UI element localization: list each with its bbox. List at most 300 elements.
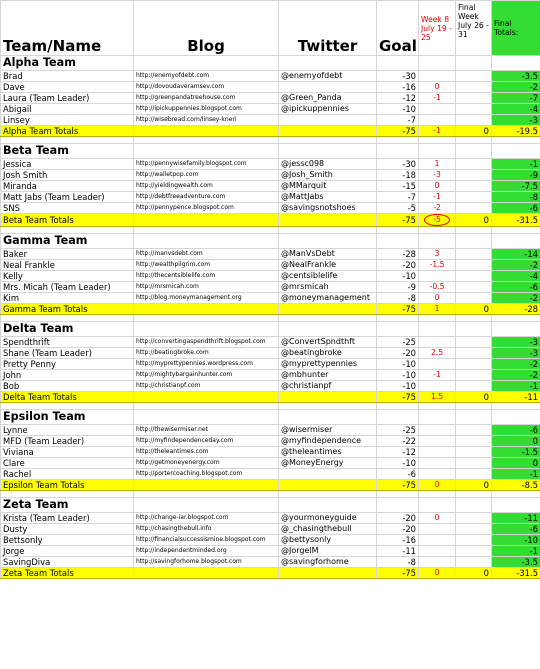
member-name: Shane (Team Leader) bbox=[1, 348, 134, 359]
team-totals-final-week: 0 bbox=[456, 392, 492, 403]
spacer-cell bbox=[492, 403, 540, 410]
spacer-cell bbox=[419, 315, 456, 322]
member-final-total: -2 bbox=[492, 359, 540, 370]
member-goal: -11 bbox=[377, 546, 419, 557]
member-week8: -1 bbox=[419, 370, 456, 381]
member-final-week bbox=[456, 557, 492, 568]
member-twitter: @NealFrankle bbox=[279, 260, 377, 271]
member-final-week bbox=[456, 249, 492, 260]
member-blog-link[interactable]: http://independentminded.org bbox=[134, 546, 279, 557]
member-name: MFD (Team Leader) bbox=[1, 436, 134, 447]
member-twitter: @JorgelM bbox=[279, 546, 377, 557]
member-final-week bbox=[456, 260, 492, 271]
team-totals-label: Alpha Team Totals bbox=[1, 126, 134, 137]
member-name: Jessica bbox=[1, 159, 134, 170]
member-row bbox=[1, 469, 540, 480]
member-blog-link[interactable]: http://portercoaching.blogspot.com bbox=[134, 469, 279, 480]
member-twitter: @mbhunter bbox=[279, 370, 377, 381]
team-totals-week8: 1 bbox=[419, 304, 456, 315]
member-row bbox=[1, 159, 540, 170]
member-week8 bbox=[419, 359, 456, 370]
team-totals-final-total: -31.5 bbox=[492, 568, 540, 579]
team-heading-blank bbox=[456, 144, 492, 159]
member-name: Josh Smith bbox=[1, 170, 134, 181]
spacer-cell bbox=[377, 491, 419, 498]
team-heading-blank bbox=[456, 234, 492, 249]
team-name: Gamma Team bbox=[1, 234, 134, 249]
member-row bbox=[1, 192, 540, 203]
member-name: Dave bbox=[1, 82, 134, 93]
member-blog-link[interactable]: http://yieldingwealth.com bbox=[134, 181, 279, 192]
member-twitter: @centsiblelife bbox=[279, 271, 377, 282]
member-goal: -20 bbox=[377, 348, 419, 359]
member-final-week bbox=[456, 159, 492, 170]
member-row bbox=[1, 82, 540, 93]
team-name: Epsilon Team bbox=[1, 410, 134, 425]
member-row bbox=[1, 337, 540, 348]
member-final-week bbox=[456, 337, 492, 348]
member-row bbox=[1, 71, 540, 82]
member-final-week bbox=[456, 447, 492, 458]
member-name: SavingDiva bbox=[1, 557, 134, 568]
team-name: Zeta Team bbox=[1, 498, 134, 513]
spacer-cell bbox=[134, 403, 279, 410]
team-totals-row bbox=[1, 568, 540, 579]
member-twitter bbox=[279, 82, 377, 93]
team-totals-goal: -75 bbox=[377, 214, 419, 227]
team-totals-goal: -75 bbox=[377, 568, 419, 579]
member-blog-link[interactable]: http://myfindependenceday.com bbox=[134, 436, 279, 447]
team-totals-final-total: -31.5 bbox=[492, 214, 540, 227]
member-twitter: @wisermiser bbox=[279, 425, 377, 436]
member-blog-link[interactable]: http://dovoudaveramsev.com bbox=[134, 82, 279, 93]
team-totals-row bbox=[1, 392, 540, 403]
member-week8: -1.5 bbox=[419, 260, 456, 271]
member-name: Matt Jabs (Team Leader) bbox=[1, 192, 134, 203]
totals-blank bbox=[279, 304, 377, 315]
member-name: Abigail bbox=[1, 104, 134, 115]
team-heading-blank bbox=[492, 498, 540, 513]
team-totals-goal: -75 bbox=[377, 480, 419, 491]
spacer-cell bbox=[456, 137, 492, 144]
team-heading-blank bbox=[492, 410, 540, 425]
member-final-total: -6 bbox=[492, 282, 540, 293]
spacer-cell bbox=[456, 403, 492, 410]
member-final-total: -10 bbox=[492, 535, 540, 546]
spacer-cell bbox=[1, 403, 134, 410]
member-blog-link[interactable]: http://myprettypennies.wordpress.com bbox=[134, 359, 279, 370]
team-totals-final-total: -11 bbox=[492, 392, 540, 403]
header-row bbox=[1, 1, 540, 56]
header-final-totals: Final Totals: bbox=[492, 1, 540, 56]
member-row bbox=[1, 203, 540, 214]
totals-blank bbox=[134, 568, 279, 579]
member-final-week bbox=[456, 359, 492, 370]
team-heading-blank bbox=[492, 234, 540, 249]
member-final-total: -11 bbox=[492, 513, 540, 524]
member-blog-link[interactable]: http://debtfreeadventure.com bbox=[134, 192, 279, 203]
member-twitter: @yourmoneyguide bbox=[279, 513, 377, 524]
member-final-total: -1 bbox=[492, 469, 540, 480]
member-final-total: -4 bbox=[492, 104, 540, 115]
member-goal: -12 bbox=[377, 447, 419, 458]
totals-blank bbox=[134, 126, 279, 137]
member-blog-link[interactable]: http://wealthpilgrim.com bbox=[134, 260, 279, 271]
member-blog-link[interactable]: http://pennywisefamily.blogspot.com bbox=[134, 159, 279, 170]
member-week8: 0 bbox=[419, 181, 456, 192]
member-name: Bettsonly bbox=[1, 535, 134, 546]
member-final-week bbox=[456, 436, 492, 447]
member-final-week bbox=[456, 82, 492, 93]
member-twitter: @jessc098 bbox=[279, 159, 377, 170]
member-final-week bbox=[456, 192, 492, 203]
member-row bbox=[1, 249, 540, 260]
spacer-cell bbox=[1, 137, 134, 144]
member-twitter: @MattJabs bbox=[279, 192, 377, 203]
member-week8 bbox=[419, 546, 456, 557]
totals-blank bbox=[279, 392, 377, 403]
spacer-cell bbox=[1, 491, 134, 498]
member-twitter: @christianpf bbox=[279, 381, 377, 392]
member-blog-link[interactable]: http://thecentsiblelife.com bbox=[134, 271, 279, 282]
member-final-total: -7 bbox=[492, 93, 540, 104]
member-goal: -15 bbox=[377, 181, 419, 192]
member-row bbox=[1, 271, 540, 282]
member-twitter: @enemyofdebt bbox=[279, 71, 377, 82]
member-goal: -20 bbox=[377, 513, 419, 524]
spacer-cell bbox=[279, 227, 377, 234]
member-row bbox=[1, 535, 540, 546]
member-twitter bbox=[279, 469, 377, 480]
team-totals-week8: -1 bbox=[419, 126, 456, 137]
team-heading-blank bbox=[456, 410, 492, 425]
member-twitter: @Josh_Smith bbox=[279, 170, 377, 181]
member-row bbox=[1, 370, 540, 381]
member-final-week bbox=[456, 425, 492, 436]
totals-blank bbox=[279, 480, 377, 491]
member-name: Clare bbox=[1, 458, 134, 469]
member-goal: -10 bbox=[377, 271, 419, 282]
member-name: Linsey bbox=[1, 115, 134, 126]
member-blog-link[interactable]: http://savingforhome.blogspot.com bbox=[134, 557, 279, 568]
member-name: Kim bbox=[1, 293, 134, 304]
member-name: Miranda bbox=[1, 181, 134, 192]
spacer-cell bbox=[377, 403, 419, 410]
team-heading-blank bbox=[134, 56, 279, 71]
team-totals-label: Zeta Team Totals bbox=[1, 568, 134, 579]
member-twitter: @myfindependence bbox=[279, 436, 377, 447]
member-goal: -10 bbox=[377, 359, 419, 370]
team-heading-row bbox=[1, 410, 540, 425]
member-final-total: -8 bbox=[492, 192, 540, 203]
member-blog-link[interactable]: http://convertingaspendthrift.blogspot.com bbox=[134, 337, 279, 348]
member-week8: 0 bbox=[419, 293, 456, 304]
team-totals-label: Delta Team Totals bbox=[1, 392, 134, 403]
spacer-cell bbox=[456, 227, 492, 234]
team-totals-label: Epsilon Team Totals bbox=[1, 480, 134, 491]
member-goal: -30 bbox=[377, 159, 419, 170]
team-heading-blank bbox=[134, 322, 279, 337]
member-blog-link[interactable]: http://greenpandatreehouse.com bbox=[134, 93, 279, 104]
member-week8: -1 bbox=[419, 93, 456, 104]
member-blog-link[interactable]: http://christianpf.com bbox=[134, 381, 279, 392]
member-final-total: -3.5 bbox=[492, 71, 540, 82]
spacer-cell bbox=[419, 137, 456, 144]
spacer-cell bbox=[279, 491, 377, 498]
member-week8 bbox=[419, 337, 456, 348]
member-goal: -7 bbox=[377, 115, 419, 126]
team-heading-blank bbox=[279, 498, 377, 513]
member-name: Rachel bbox=[1, 469, 134, 480]
member-final-total: -3 bbox=[492, 337, 540, 348]
member-row bbox=[1, 170, 540, 181]
member-blog-link[interactable]: http://beatingbroke.com bbox=[134, 348, 279, 359]
spacer-cell bbox=[377, 315, 419, 322]
member-row bbox=[1, 381, 540, 392]
member-goal: -8 bbox=[377, 557, 419, 568]
team-heading-blank bbox=[134, 410, 279, 425]
member-blog-link[interactable]: http://ipickuppennies.blogspot.com bbox=[134, 104, 279, 115]
member-blog-link[interactable]: http://mrsmicah.com bbox=[134, 282, 279, 293]
highlight-circle: -5 bbox=[424, 214, 450, 226]
member-blog-link[interactable]: http://mightybargainhunter.com bbox=[134, 370, 279, 381]
team-heading-blank bbox=[419, 498, 456, 513]
member-final-total: -9 bbox=[492, 170, 540, 181]
member-name: Dusty bbox=[1, 524, 134, 535]
member-week8 bbox=[419, 381, 456, 392]
member-final-week bbox=[456, 104, 492, 115]
team-heading-blank bbox=[377, 234, 419, 249]
team-name: Beta Team bbox=[1, 144, 134, 159]
member-blog-link[interactable]: http://getmoneyenergy.com bbox=[134, 458, 279, 469]
totals-blank bbox=[279, 126, 377, 137]
team-heading-blank bbox=[377, 410, 419, 425]
team-heading-blank bbox=[377, 498, 419, 513]
member-goal: -10 bbox=[377, 458, 419, 469]
member-final-total: -2 bbox=[492, 293, 540, 304]
member-goal: -10 bbox=[377, 104, 419, 115]
member-twitter: @Green_Panda bbox=[279, 93, 377, 104]
team-heading-blank bbox=[279, 234, 377, 249]
member-row bbox=[1, 104, 540, 115]
spacer-row bbox=[1, 315, 540, 322]
team-totals-final-total: -28 bbox=[492, 304, 540, 315]
team-heading-blank bbox=[492, 56, 540, 71]
member-week8 bbox=[419, 271, 456, 282]
member-final-week bbox=[456, 458, 492, 469]
member-twitter: @moneymanagement bbox=[279, 293, 377, 304]
member-final-total: -1 bbox=[492, 546, 540, 557]
spacer-cell bbox=[419, 403, 456, 410]
member-goal: -8 bbox=[377, 293, 419, 304]
team-totals-row bbox=[1, 126, 540, 137]
team-totals-goal: -75 bbox=[377, 304, 419, 315]
spacer-row bbox=[1, 403, 540, 410]
member-row bbox=[1, 293, 540, 304]
spacer-cell bbox=[279, 315, 377, 322]
team-totals-final-week: 0 bbox=[456, 304, 492, 315]
team-heading-blank bbox=[279, 56, 377, 71]
member-final-total: -4 bbox=[492, 271, 540, 282]
member-blog-link[interactable]: http://chasingthebull.info bbox=[134, 524, 279, 535]
member-name: SNS bbox=[1, 203, 134, 214]
team-heading-blank bbox=[279, 410, 377, 425]
member-blog-link[interactable]: http://enemyofdebt.com bbox=[134, 71, 279, 82]
team-heading-blank bbox=[134, 144, 279, 159]
member-name: Viviana bbox=[1, 447, 134, 458]
member-week8 bbox=[419, 425, 456, 436]
team-heading-row bbox=[1, 56, 540, 71]
totals-blank bbox=[134, 304, 279, 315]
member-week8 bbox=[419, 115, 456, 126]
member-row bbox=[1, 513, 540, 524]
member-goal: -25 bbox=[377, 425, 419, 436]
member-row bbox=[1, 348, 540, 359]
member-final-week bbox=[456, 348, 492, 359]
member-name: Jorge bbox=[1, 546, 134, 557]
member-week8: -3 bbox=[419, 170, 456, 181]
spacer-cell bbox=[492, 315, 540, 322]
member-twitter: @ConvertSpndthft bbox=[279, 337, 377, 348]
team-totals-week8: 0 bbox=[419, 480, 456, 491]
member-final-total: -3 bbox=[492, 115, 540, 126]
team-totals-row bbox=[1, 214, 540, 227]
member-twitter: @mrsmicah bbox=[279, 282, 377, 293]
team-totals-row bbox=[1, 304, 540, 315]
member-name: Pretty Penny bbox=[1, 359, 134, 370]
member-row bbox=[1, 436, 540, 447]
team-totals-week8 bbox=[419, 214, 456, 227]
spacer-row bbox=[1, 491, 540, 498]
member-row bbox=[1, 425, 540, 436]
member-blog-link[interactable]: http://theleantimes.com bbox=[134, 447, 279, 458]
member-goal: -9 bbox=[377, 282, 419, 293]
member-name: Neal Frankle bbox=[1, 260, 134, 271]
member-blog-link[interactable]: http://blog.moneymanagement.org bbox=[134, 293, 279, 304]
spacer-cell bbox=[492, 491, 540, 498]
team-heading-row bbox=[1, 322, 540, 337]
member-final-week bbox=[456, 469, 492, 480]
team-heading-blank bbox=[456, 56, 492, 71]
member-goal: -28 bbox=[377, 249, 419, 260]
team-heading-blank bbox=[419, 144, 456, 159]
team-heading-blank bbox=[377, 144, 419, 159]
team-totals-final-total: -19.5 bbox=[492, 126, 540, 137]
member-twitter: @MMarquit bbox=[279, 181, 377, 192]
member-blog-link[interactable]: http://change-iar.blogspot.com bbox=[134, 513, 279, 524]
member-twitter: @ManVsDebt bbox=[279, 249, 377, 260]
member-week8: -2 bbox=[419, 203, 456, 214]
team-totals-week8: 0 bbox=[419, 568, 456, 579]
member-name: Baker bbox=[1, 249, 134, 260]
team-heading-blank bbox=[419, 56, 456, 71]
member-final-week bbox=[456, 170, 492, 181]
header-goal: Goal bbox=[377, 1, 419, 56]
spacer-cell bbox=[134, 137, 279, 144]
team-name: Delta Team bbox=[1, 322, 134, 337]
team-totals-goal: -75 bbox=[377, 392, 419, 403]
spacer-cell bbox=[492, 137, 540, 144]
member-goal: -30 bbox=[377, 71, 419, 82]
totals-blank bbox=[279, 568, 377, 579]
member-final-total: -2 bbox=[492, 260, 540, 271]
member-goal: -18 bbox=[377, 170, 419, 181]
member-name: Krista (Team Leader) bbox=[1, 513, 134, 524]
spacer-cell bbox=[1, 227, 134, 234]
header-blog: Blog bbox=[134, 1, 279, 56]
member-row bbox=[1, 359, 540, 370]
member-name: Kelly bbox=[1, 271, 134, 282]
team-totals-row bbox=[1, 480, 540, 491]
member-blog-link[interactable]: http://wisebread.com/linsey-kneri bbox=[134, 115, 279, 126]
member-goal: -6 bbox=[377, 469, 419, 480]
member-twitter: @bettysonly bbox=[279, 535, 377, 546]
header-final-week: Final Week July 26 - 31 bbox=[456, 1, 492, 56]
member-final-total: -1 bbox=[492, 159, 540, 170]
member-row bbox=[1, 282, 540, 293]
member-row bbox=[1, 181, 540, 192]
team-heading-row bbox=[1, 498, 540, 513]
team-heading-blank bbox=[377, 56, 419, 71]
member-blog-link[interactable]: http://financialsuccessismine.blogspot.com bbox=[134, 535, 279, 546]
member-final-total: -2 bbox=[492, 82, 540, 93]
member-week8 bbox=[419, 469, 456, 480]
member-twitter: @_chasingthebull bbox=[279, 524, 377, 535]
team-totals-goal: -75 bbox=[377, 126, 419, 137]
team-totals-final-week: 0 bbox=[456, 126, 492, 137]
member-goal: -20 bbox=[377, 524, 419, 535]
header-week8: Week 8 July 19 - 25 bbox=[419, 1, 456, 56]
member-final-week bbox=[456, 203, 492, 214]
team-totals-final-week: 0 bbox=[456, 568, 492, 579]
team-heading-blank bbox=[377, 322, 419, 337]
member-blog-link[interactable]: http://manvsdebt.com bbox=[134, 249, 279, 260]
member-row bbox=[1, 115, 540, 126]
spacer-row bbox=[1, 227, 540, 234]
member-goal: -7 bbox=[377, 192, 419, 203]
member-week8: 3 bbox=[419, 249, 456, 260]
member-name: Brad bbox=[1, 71, 134, 82]
team-totals-final-week: 0 bbox=[456, 480, 492, 491]
team-heading-blank bbox=[134, 498, 279, 513]
member-blog-link[interactable]: http://walletpop.com bbox=[134, 170, 279, 181]
member-final-week bbox=[456, 282, 492, 293]
spacer-cell bbox=[377, 227, 419, 234]
team-totals-week8: 1.5 bbox=[419, 392, 456, 403]
member-week8: 1 bbox=[419, 159, 456, 170]
header-team-name: Team/Name bbox=[1, 1, 134, 56]
member-row bbox=[1, 524, 540, 535]
spacer-cell bbox=[456, 491, 492, 498]
spacer-row bbox=[1, 137, 540, 144]
member-twitter: @ipickuppennies bbox=[279, 104, 377, 115]
member-blog-link[interactable]: http://thewisermiser.net bbox=[134, 425, 279, 436]
member-final-week bbox=[456, 71, 492, 82]
member-final-total: -3 bbox=[492, 348, 540, 359]
team-heading-blank bbox=[279, 322, 377, 337]
member-final-week bbox=[456, 293, 492, 304]
member-blog-link[interactable]: http://pennypence.blogspot.com bbox=[134, 203, 279, 214]
member-final-week bbox=[456, 513, 492, 524]
member-goal: -16 bbox=[377, 535, 419, 546]
member-week8: 2.5 bbox=[419, 348, 456, 359]
member-row bbox=[1, 546, 540, 557]
member-row bbox=[1, 93, 540, 104]
member-goal: -22 bbox=[377, 436, 419, 447]
team-name: Alpha Team bbox=[1, 56, 134, 71]
member-final-week bbox=[456, 535, 492, 546]
team-totals-label: Beta Team Totals bbox=[1, 214, 134, 227]
